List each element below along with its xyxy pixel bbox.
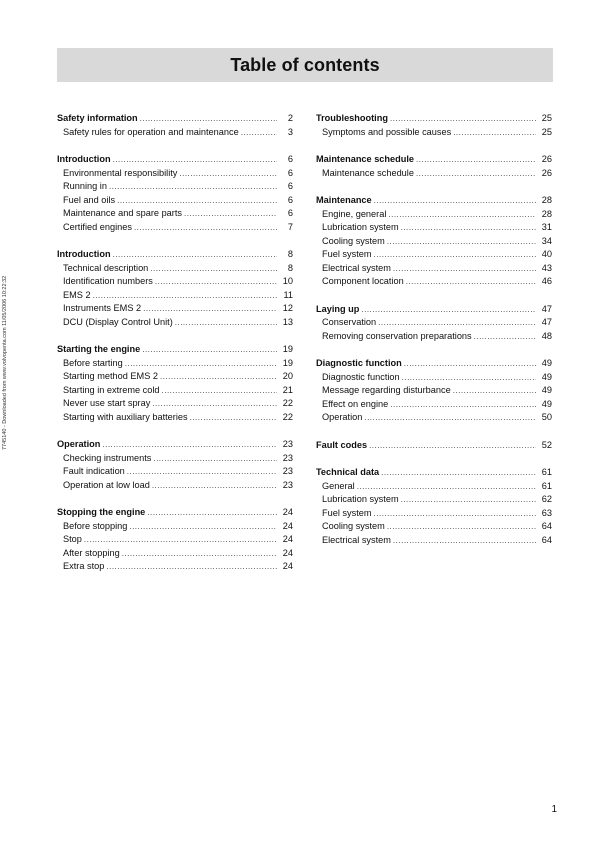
dot-leader bbox=[140, 112, 277, 126]
toc-page-number: 23 bbox=[282, 452, 293, 463]
dot-leader bbox=[113, 153, 277, 167]
toc-page-number: 64 bbox=[541, 521, 552, 531]
toc-section bbox=[316, 153, 552, 180]
toc-entry-label: Removing conservation preparations bbox=[322, 330, 472, 341]
toc-entry[interactable] bbox=[316, 507, 552, 521]
toc-heading[interactable] bbox=[316, 357, 552, 371]
toc-heading-label: Diagnostic function bbox=[316, 358, 402, 368]
dot-leader bbox=[109, 180, 277, 194]
dot-leader bbox=[84, 533, 277, 547]
toc-page-number: 52 bbox=[541, 439, 552, 450]
toc-page-number: 50 bbox=[541, 412, 552, 422]
dot-leader bbox=[152, 479, 277, 493]
toc-entry[interactable] bbox=[316, 316, 552, 330]
toc-heading-label: Operation bbox=[57, 439, 101, 449]
dot-leader bbox=[142, 343, 277, 357]
toc-section bbox=[316, 466, 552, 547]
toc-entry[interactable] bbox=[57, 126, 293, 140]
toc-entry-label: Lubrication system bbox=[322, 222, 399, 232]
toc-page-number: 6 bbox=[287, 208, 293, 218]
toc-page-number: 46 bbox=[541, 276, 552, 286]
toc-page-number: 48 bbox=[541, 330, 552, 341]
toc-entry[interactable] bbox=[57, 275, 293, 289]
dot-leader bbox=[390, 112, 536, 126]
toc-page-number: 25 bbox=[541, 113, 552, 123]
toc-page-number: 24 bbox=[282, 534, 293, 544]
toc-entry[interactable] bbox=[316, 208, 552, 222]
toc-heading[interactable] bbox=[57, 506, 293, 520]
toc-heading[interactable] bbox=[57, 112, 293, 126]
toc-page-number: 24 bbox=[282, 561, 293, 571]
toc-page-number: 49 bbox=[541, 358, 552, 368]
toc-page-number: 6 bbox=[287, 181, 293, 191]
toc-entry-label: Running in bbox=[63, 181, 107, 191]
toc-entry[interactable] bbox=[316, 534, 552, 548]
toc-entry-label: Before stopping bbox=[63, 520, 128, 531]
toc-page-number: 24 bbox=[282, 547, 293, 558]
toc-page-number: 23 bbox=[282, 479, 293, 490]
page-title: Table of contents bbox=[230, 54, 380, 75]
toc-entry[interactable] bbox=[57, 533, 293, 547]
toc-page-number: 20 bbox=[282, 371, 293, 381]
toc-page-number: 19 bbox=[282, 344, 293, 354]
toc-entry-label: Cooling system bbox=[322, 521, 385, 531]
toc-page-number: 40 bbox=[541, 249, 552, 259]
toc-page-number: 61 bbox=[541, 467, 552, 477]
toc-entry[interactable] bbox=[57, 560, 293, 574]
toc-heading-label: Troubleshooting bbox=[316, 113, 388, 123]
toc-entry-label: Conservation bbox=[322, 317, 377, 327]
toc-entry[interactable] bbox=[57, 465, 293, 479]
toc-entry-label: DCU (Display Control Unit) bbox=[63, 316, 173, 327]
toc-page-number: 61 bbox=[541, 480, 552, 491]
toc-page-number: 13 bbox=[282, 316, 293, 327]
toc-heading[interactable] bbox=[57, 248, 293, 262]
toc-page-number: 28 bbox=[541, 195, 552, 205]
toc-entry-label: Operation at low load bbox=[63, 479, 150, 490]
dot-leader bbox=[102, 438, 277, 452]
toc-page-number: 34 bbox=[541, 235, 552, 246]
dot-leader bbox=[364, 411, 536, 425]
dot-leader bbox=[155, 275, 277, 289]
toc-heading-label: Starting the engine bbox=[57, 344, 141, 354]
toc-page-number: 23 bbox=[282, 466, 293, 476]
toc-heading[interactable] bbox=[57, 343, 293, 357]
toc-section bbox=[57, 112, 293, 139]
dot-leader bbox=[374, 507, 536, 521]
toc-heading-label: Stopping the engine bbox=[57, 507, 146, 517]
dot-leader bbox=[147, 506, 277, 520]
toc-entry[interactable] bbox=[316, 275, 552, 289]
dot-leader bbox=[387, 235, 536, 249]
toc-entry[interactable] bbox=[57, 302, 293, 316]
section-spacer bbox=[57, 492, 293, 506]
toc-page-number: 22 bbox=[282, 398, 293, 408]
toc-heading[interactable] bbox=[316, 466, 552, 480]
toc-page-number: 7 bbox=[287, 221, 293, 232]
toc-entry-label: After stopping bbox=[63, 547, 120, 558]
toc-entry-label: Checking instruments bbox=[63, 452, 152, 463]
dot-leader bbox=[143, 302, 277, 316]
toc-entry-label: Fuel system bbox=[322, 249, 372, 259]
dot-leader bbox=[162, 384, 277, 398]
toc-page-number: 6 bbox=[287, 154, 293, 164]
toc-entry[interactable] bbox=[57, 316, 293, 330]
toc-page-number: 8 bbox=[287, 262, 293, 273]
toc-section bbox=[316, 303, 552, 344]
dot-leader bbox=[184, 207, 277, 221]
dot-leader bbox=[390, 398, 536, 412]
toc-entry-label: Message regarding disturbance bbox=[322, 385, 451, 395]
dot-leader bbox=[374, 248, 536, 262]
dot-leader bbox=[387, 520, 536, 534]
toc-entry-label: Maintenance and spare parts bbox=[63, 208, 183, 218]
toc-entry[interactable] bbox=[316, 262, 552, 276]
toc-entry-label: General bbox=[322, 480, 355, 491]
toc-entry-label: Identification numbers bbox=[63, 276, 153, 286]
toc-entry-label: Engine, general bbox=[322, 208, 387, 219]
download-watermark: 7745140 - Downloaded from www.volvopenta.com 11/05/2006 10:22:32 bbox=[2, 275, 8, 450]
dot-leader bbox=[150, 262, 277, 276]
dot-leader bbox=[127, 465, 277, 479]
toc-section bbox=[316, 194, 552, 289]
dot-leader bbox=[129, 520, 277, 534]
dot-leader bbox=[374, 194, 536, 208]
dot-leader bbox=[361, 303, 536, 317]
toc-entry-label: Symptoms and possible causes bbox=[322, 126, 452, 137]
toc-entry-label: Stop bbox=[63, 534, 82, 544]
toc-page-number: 47 bbox=[541, 303, 552, 314]
toc-entry-label: Environmental responsibility bbox=[63, 167, 178, 178]
dot-leader bbox=[357, 480, 536, 494]
dot-leader bbox=[175, 316, 277, 330]
section-spacer bbox=[316, 452, 552, 466]
toc-entry[interactable] bbox=[316, 221, 552, 235]
dot-leader bbox=[179, 167, 277, 181]
toc-heading[interactable] bbox=[316, 153, 552, 167]
dot-leader bbox=[117, 194, 277, 208]
toc-entry-label: Lubrication system bbox=[322, 494, 399, 504]
toc-entry[interactable] bbox=[57, 167, 293, 181]
toc-page-number: 26 bbox=[541, 167, 552, 178]
toc-page-number: 64 bbox=[541, 534, 552, 545]
toc-heading[interactable] bbox=[57, 438, 293, 452]
toc-entry[interactable] bbox=[57, 520, 293, 534]
dot-leader bbox=[381, 466, 536, 480]
toc-heading[interactable] bbox=[316, 439, 552, 453]
toc-heading-label: Introduction bbox=[57, 249, 111, 259]
toc-entry-label: Starting method EMS 2 bbox=[63, 371, 158, 381]
toc-entry-label: Certified engines bbox=[63, 221, 132, 232]
toc-entry[interactable] bbox=[57, 194, 293, 208]
toc-page-number: 62 bbox=[541, 494, 552, 504]
toc-heading[interactable] bbox=[57, 153, 293, 167]
toc-page-number: 43 bbox=[541, 262, 552, 273]
section-spacer bbox=[316, 180, 552, 194]
toc-page-number: 12 bbox=[282, 303, 293, 313]
toc-entry[interactable] bbox=[316, 126, 552, 140]
toc-page-number: 6 bbox=[287, 167, 293, 178]
dot-leader bbox=[190, 411, 277, 425]
section-spacer bbox=[316, 289, 552, 303]
toc-heading[interactable] bbox=[316, 303, 552, 317]
dot-leader bbox=[369, 439, 536, 453]
dot-leader bbox=[152, 397, 277, 411]
toc-page-number: 25 bbox=[541, 126, 552, 137]
toc-heading-label: Laying up bbox=[316, 303, 360, 314]
dot-leader bbox=[393, 262, 536, 276]
toc-page-number: 10 bbox=[282, 276, 293, 286]
toc-entry[interactable] bbox=[57, 221, 293, 235]
toc-entry-label: Maintenance schedule bbox=[322, 167, 414, 178]
dot-leader bbox=[416, 153, 536, 167]
toc-entry-label: Diagnostic function bbox=[322, 371, 400, 382]
toc-page-number: 49 bbox=[541, 385, 552, 395]
toc-entry-label: Electrical system bbox=[322, 534, 391, 545]
toc-entry[interactable] bbox=[316, 493, 552, 507]
toc-page-number: 11 bbox=[283, 289, 293, 300]
dot-leader bbox=[402, 371, 536, 385]
toc-entry[interactable] bbox=[57, 452, 293, 466]
page-number: 1 bbox=[551, 804, 557, 815]
section-spacer bbox=[316, 425, 552, 439]
toc-entry-label: Starting in extreme cold bbox=[63, 384, 160, 395]
section-spacer bbox=[316, 139, 552, 153]
dot-leader bbox=[388, 208, 536, 222]
toc-section bbox=[316, 357, 552, 425]
toc-entry[interactable] bbox=[316, 480, 552, 494]
toc-entry[interactable] bbox=[316, 398, 552, 412]
dot-leader bbox=[453, 384, 536, 398]
toc-entry-label: Starting with auxiliary batteries bbox=[63, 411, 188, 422]
toc-entry-label: Fuel system bbox=[322, 507, 372, 518]
dot-leader bbox=[401, 221, 536, 235]
toc-section bbox=[57, 438, 293, 492]
toc-heading-label: Maintenance bbox=[316, 195, 372, 205]
toc-entry[interactable] bbox=[57, 370, 293, 384]
toc-entry[interactable] bbox=[57, 479, 293, 493]
toc-entry-label: Electrical system bbox=[322, 262, 391, 273]
section-spacer bbox=[57, 424, 293, 438]
toc-entry[interactable] bbox=[57, 384, 293, 398]
toc-entry-label: Component location bbox=[322, 276, 404, 286]
toc-entry[interactable] bbox=[316, 248, 552, 262]
dot-leader bbox=[406, 275, 536, 289]
toc-page-number: 26 bbox=[541, 154, 552, 164]
toc-page-number: 49 bbox=[541, 398, 552, 409]
toc-page-number: 47 bbox=[541, 317, 552, 327]
toc-entry-label: Fuel and oils bbox=[63, 194, 116, 205]
toc-entry[interactable] bbox=[57, 547, 293, 561]
toc-section bbox=[57, 248, 293, 329]
toc-entry[interactable] bbox=[57, 411, 293, 425]
toc-section bbox=[57, 506, 293, 574]
dot-leader bbox=[474, 330, 536, 344]
toc-entry-label: Never use start spray bbox=[63, 398, 151, 408]
section-spacer bbox=[57, 139, 293, 153]
toc-page-number: 3 bbox=[287, 126, 293, 137]
toc-page-number: 19 bbox=[282, 357, 293, 368]
toc-entry[interactable] bbox=[316, 520, 552, 534]
toc-page-number: 2 bbox=[287, 113, 293, 123]
toc-entry[interactable] bbox=[57, 207, 293, 221]
toc-heading-label: Fault codes bbox=[316, 439, 368, 450]
dot-leader bbox=[404, 357, 536, 371]
toc-entry-label: Effect on engine bbox=[322, 398, 389, 409]
toc-page-number: 28 bbox=[541, 208, 552, 219]
toc-entry[interactable] bbox=[316, 330, 552, 344]
title-banner bbox=[57, 48, 553, 82]
dot-leader bbox=[378, 316, 536, 330]
toc-entry[interactable] bbox=[316, 411, 552, 425]
section-spacer bbox=[57, 329, 293, 343]
toc-section bbox=[316, 112, 552, 139]
toc-entry-label: Technical description bbox=[63, 262, 149, 273]
dot-leader bbox=[453, 126, 536, 140]
toc-right-column bbox=[316, 112, 552, 547]
toc-entry[interactable] bbox=[316, 167, 552, 181]
toc-entry[interactable] bbox=[57, 289, 293, 303]
toc-entry-label: Instruments EMS 2 bbox=[63, 303, 142, 313]
toc-entry[interactable] bbox=[316, 235, 552, 249]
toc-page-number: 21 bbox=[282, 384, 293, 395]
toc-heading-label: Introduction bbox=[57, 154, 111, 164]
dot-leader bbox=[106, 560, 277, 574]
toc-heading-label: Technical data bbox=[316, 467, 380, 477]
toc-entry-label: Operation bbox=[322, 412, 363, 422]
toc-heading-label: Maintenance schedule bbox=[316, 154, 415, 164]
dot-leader bbox=[416, 167, 536, 181]
toc-entry[interactable] bbox=[316, 371, 552, 385]
toc-entry-label: Safety rules for operation and maintenance bbox=[63, 126, 239, 137]
dot-leader bbox=[241, 126, 277, 140]
toc-section bbox=[316, 439, 552, 453]
toc-entry[interactable] bbox=[57, 357, 293, 371]
toc-page-number: 24 bbox=[282, 507, 293, 517]
toc-heading[interactable] bbox=[316, 112, 552, 126]
toc-entry-label: Cooling system bbox=[322, 235, 385, 246]
toc-left-column bbox=[57, 112, 293, 574]
toc-entry-label: Before starting bbox=[63, 357, 123, 368]
dot-leader bbox=[122, 547, 277, 561]
toc-section bbox=[57, 343, 293, 424]
toc-page-number: 22 bbox=[282, 411, 293, 422]
dot-leader bbox=[401, 493, 536, 507]
toc-page-number: 6 bbox=[287, 194, 293, 205]
dot-leader bbox=[160, 370, 277, 384]
toc-entry[interactable] bbox=[316, 384, 552, 398]
toc-entry[interactable] bbox=[57, 262, 293, 276]
dot-leader bbox=[393, 534, 536, 548]
toc-page-number: 8 bbox=[287, 249, 293, 259]
toc-heading[interactable] bbox=[316, 194, 552, 208]
toc-section bbox=[57, 153, 293, 234]
toc-entry-label: Extra stop bbox=[63, 561, 105, 571]
toc-heading-label: Safety information bbox=[57, 113, 138, 123]
toc-page-number: 31 bbox=[541, 222, 552, 232]
toc-entry[interactable] bbox=[57, 397, 293, 411]
section-spacer bbox=[316, 343, 552, 357]
section-spacer bbox=[57, 234, 293, 248]
toc-page-number: 23 bbox=[282, 439, 293, 449]
toc-page-number: 24 bbox=[282, 520, 293, 531]
dot-leader bbox=[153, 452, 277, 466]
dot-leader bbox=[93, 289, 277, 303]
toc-entry-label: Fault indication bbox=[63, 466, 125, 476]
toc-page-number: 49 bbox=[541, 371, 552, 382]
toc-page-number: 63 bbox=[541, 507, 552, 518]
toc-entry[interactable] bbox=[57, 180, 293, 194]
toc-entry-label: EMS 2 bbox=[63, 289, 91, 300]
dot-leader bbox=[125, 357, 277, 371]
dot-leader bbox=[134, 221, 277, 235]
dot-leader bbox=[113, 248, 277, 262]
